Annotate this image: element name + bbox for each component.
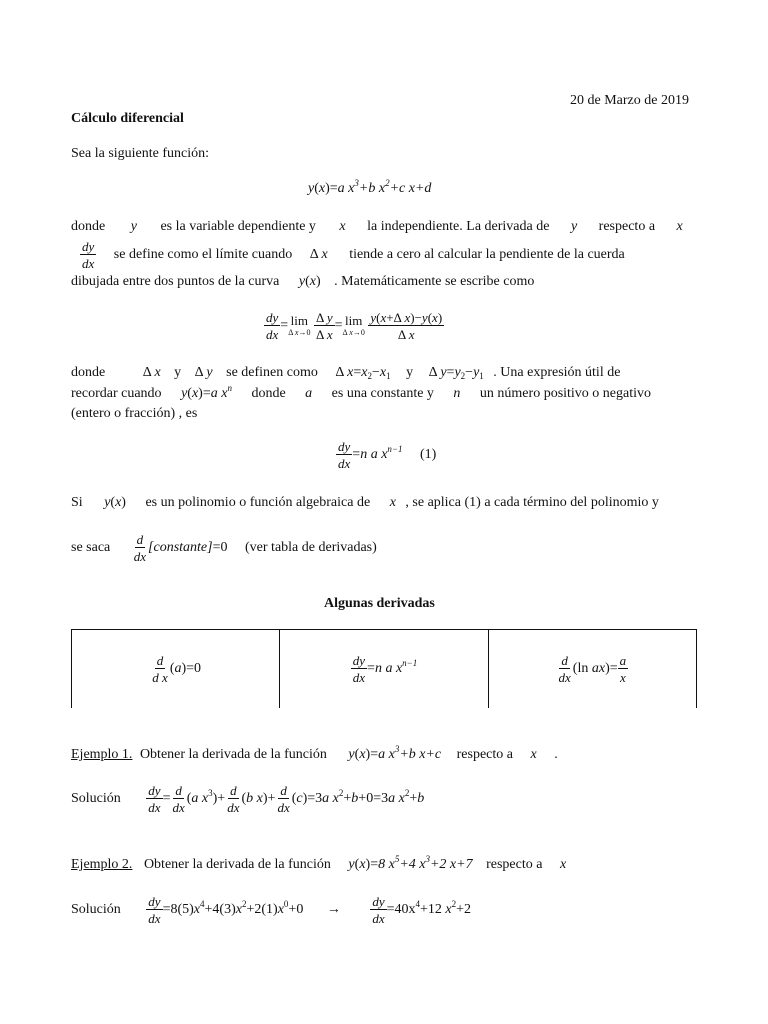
- text-segment: donde: [71, 219, 106, 234]
- text-segment: . Una expresión útil de: [493, 365, 621, 380]
- text-segment: y: [406, 365, 414, 380]
- text-segment: respecto a: [598, 219, 656, 234]
- paragraph-line-3: dibujada entre dos puntos de la curva y(x) . Matemáticamente se escribe como: [71, 274, 535, 289]
- solution-label: Solución: [71, 902, 121, 917]
- text-segment: , se aplica (1) a cada término del polinomio y: [405, 495, 659, 510]
- table-cell-constant-rule: $\frac{d}{\text{d x}}$ (a)=0: [72, 630, 280, 709]
- solution-label: Solución: [71, 791, 121, 806]
- text-segment: y: [174, 365, 182, 380]
- example-1-solution: Solución $\frac{dy}{dx}$ = $\frac{d}{dx}$ (a $x^3)+$ $\frac{d}{dx}$ (b x)+ $\frac{d}{dx}$ (c)=3a $x^2+b+0=3a$ $x^2+b$: [71, 782, 425, 815]
- limit-definition-equation: $\frac{dy}{dx}$ = lim Δ x→0 $\frac{\text{Δ y}}{\text{Δ x}}$ = lim Δ x→0 $\frac{\text{y(x+Δ x)−y(x)}}{\text{Δ x}}$: [266, 309, 443, 342]
- text-segment: se saca: [71, 540, 111, 555]
- text-segment: Obtener la derivada de la función: [139, 747, 327, 762]
- text-segment: .: [554, 747, 558, 762]
- variable-x: x: [676, 219, 683, 234]
- example-2-statement: Ejemplo 2. Obtener la derivada de la función y(x)=8 $x^5+4$ $x^3+2$ x+7 respecto a x: [71, 854, 567, 872]
- text-segment: . Matemáticamente se escribe como: [334, 274, 535, 289]
- intro-text: Sea la siguiente función:: [71, 146, 210, 161]
- function-equation: y(x)=a $x^3+b$ $x^2+c$ x+d: [308, 178, 432, 196]
- table-cell-log-rule: $\frac{d}{dx}$ (ln ax)= $\frac{a}{x}$: [488, 630, 696, 709]
- paragraph-line-8: se saca $\frac{d}{dx}$ [constante]=0 (ver tabla de derivadas): [71, 531, 377, 564]
- text-segment: donde: [71, 365, 106, 380]
- power-rule-equation: $\frac{dy}{dx}$ =n a $x^{n-1}$ (1): [338, 438, 437, 471]
- text-segment: es la variable dependiente y: [160, 219, 316, 234]
- example-2-solution: Solución $\frac{dy}{dx}$ $=8(5)x^4+4(3)x^2+2(1)x^0+0$ → $\frac{dy}{dx}$ $=40x^4+12$ $x^2+2$: [71, 893, 472, 926]
- text-segment: donde: [251, 386, 286, 401]
- paragraph-line-7: Si y(x) es un polinomio o función algebraica de x , se aplica (1) a cada término del polinomio y: [71, 495, 659, 510]
- example-2-label: Ejemplo 2.: [71, 857, 133, 872]
- text-segment: un número positivo o negativo: [479, 386, 652, 401]
- variable-y: y: [130, 219, 137, 234]
- table-cell-power-rule: $\frac{dy}{dx}$ =n a $x^{n-1}$: [280, 630, 488, 709]
- text-segment: se define como el límite cuando: [113, 247, 293, 262]
- text-segment: Si: [71, 495, 83, 510]
- equation-number: (1): [419, 447, 437, 462]
- example-1-statement: Ejemplo 1. Obtener la derivada de la función y(x)=a $x^3+b$ x+c respecto a x .: [71, 744, 558, 762]
- paragraph-line-1: [71, 218, 683, 236]
- document-date: 20 de Marzo de 2019: [570, 93, 689, 108]
- implies-arrow: →: [326, 902, 341, 917]
- text-segment: (ver tabla de derivadas): [245, 540, 377, 555]
- paragraph-line-4: donde Δ x y Δ y se definen como Δ $x=x_2-x_1$ y Δ $y=y_2-y_1$ . Una expresión útil de: [71, 365, 621, 381]
- text-segment: es un polinomio o función algebraica de: [145, 495, 371, 510]
- text-segment: respecto a: [456, 747, 513, 762]
- paragraph-line-6: (entero o fracción) , es: [71, 406, 198, 421]
- document-title: Cálculo diferencial: [71, 111, 184, 126]
- paragraph-line-2: $\frac{dy}{dx}$ se define como el límite cuando Δ x tiende a cero al calcular la pendiente de la cuerda: [82, 238, 625, 271]
- text-segment: dibujada entre dos puntos de la curva: [71, 274, 280, 289]
- variable-y: y: [570, 219, 578, 234]
- text-segment: tiende a cero al calcular la pendiente de la cuerda: [349, 247, 625, 262]
- table-row: [72, 630, 697, 709]
- table-title: Algunas derivadas: [324, 596, 435, 611]
- text-segment: la independiente. La derivada de: [367, 219, 550, 234]
- example-1-label: Ejemplo 1.: [71, 747, 133, 762]
- dy-dx-fraction: $\frac{dy}{dx}$: [82, 238, 95, 271]
- text-segment: es una constante y: [331, 386, 434, 401]
- text-segment: recordar cuando: [71, 386, 162, 401]
- variable-x: x: [339, 219, 346, 234]
- text-segment: se definen como: [226, 365, 318, 380]
- text-segment: respecto a: [486, 857, 543, 872]
- paragraph-line-5: recordar cuando y(x)=a $x^n$ donde a es una constante y n un número positivo o negativo: [71, 383, 652, 401]
- text-segment: Obtener la derivada de la función: [143, 857, 331, 872]
- derivatives-table: [71, 629, 697, 708]
